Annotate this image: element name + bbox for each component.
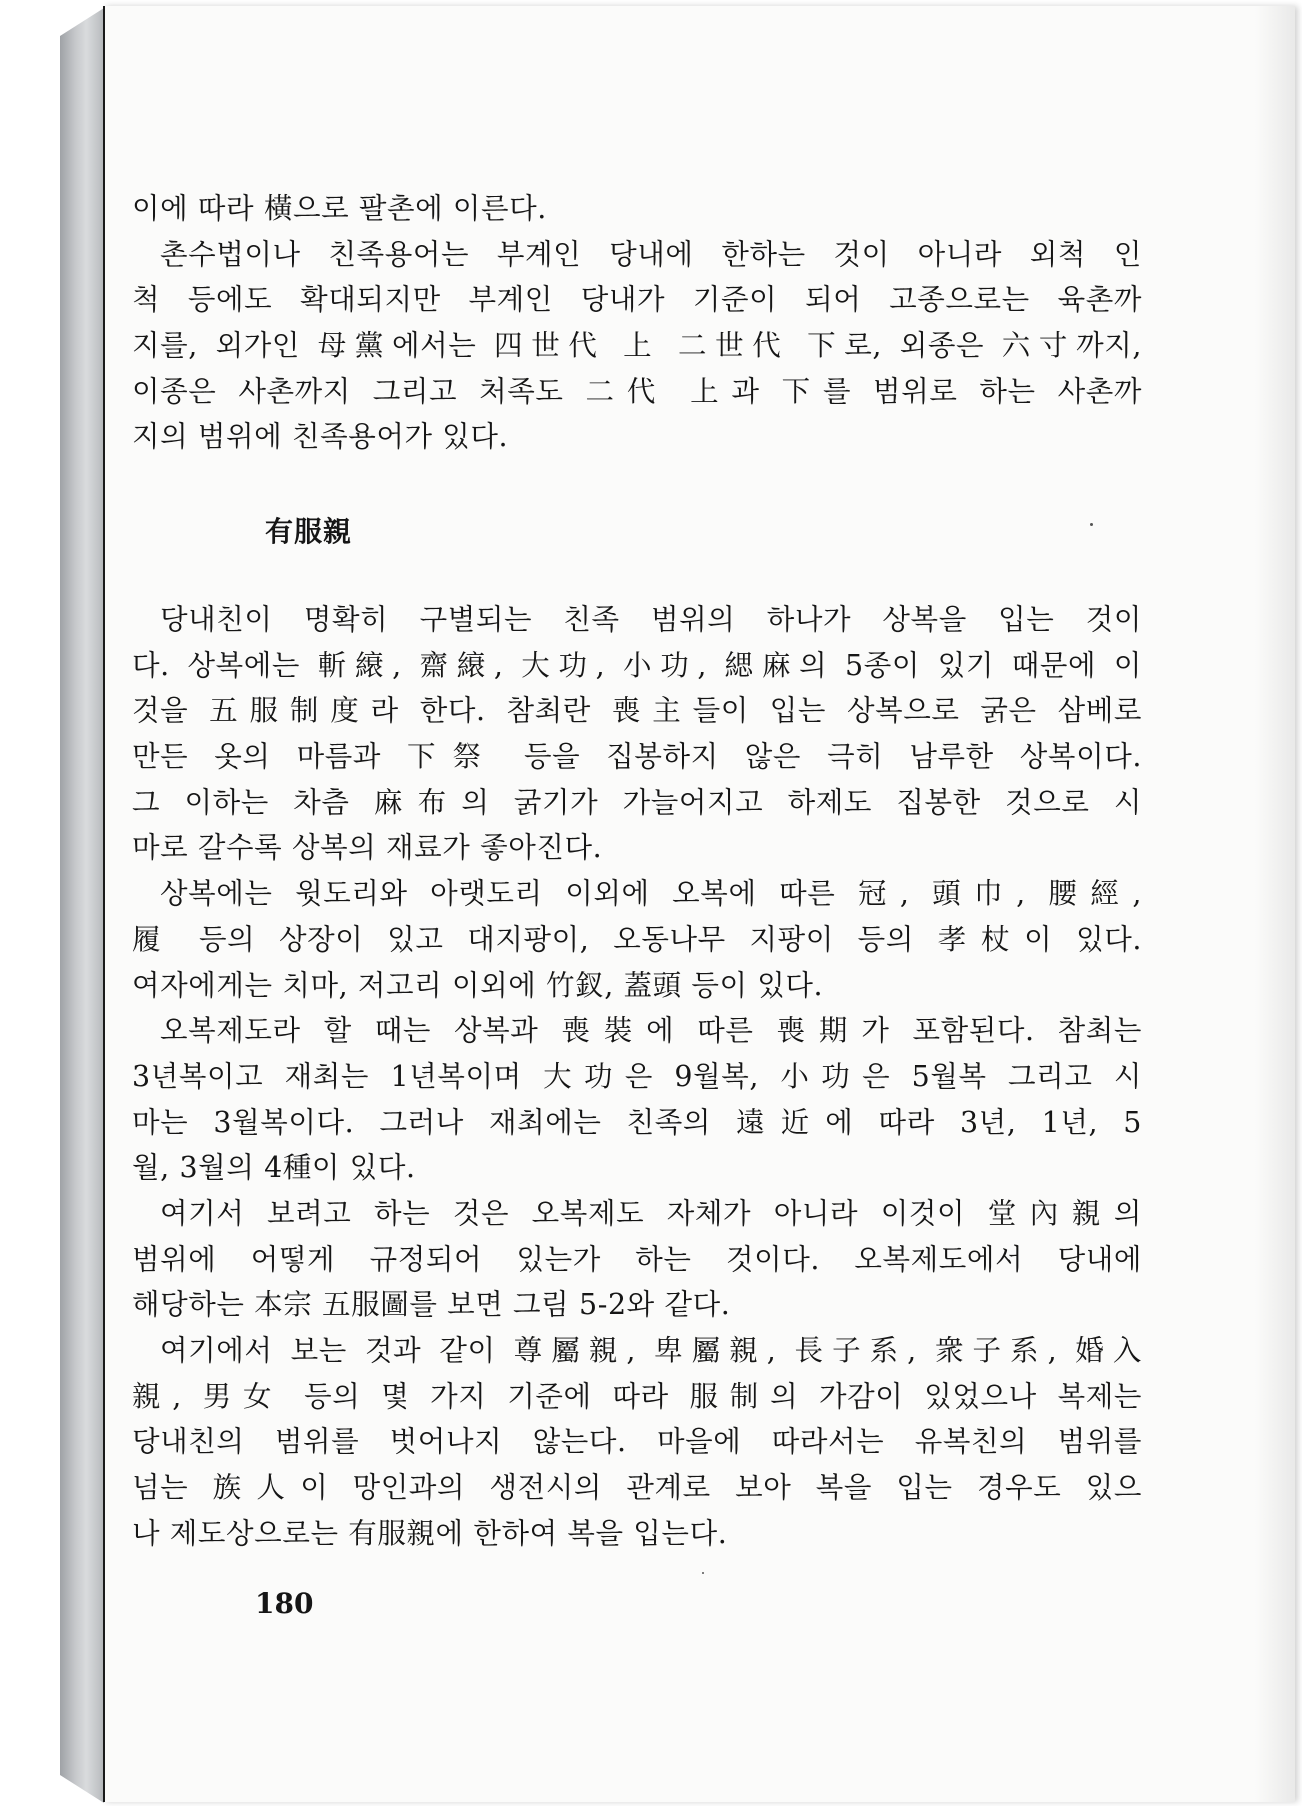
text-line: 척 등에도 확대되지만 부계인 당내가 기준이 되어 고종으로는 육촌까 — [132, 283, 1142, 317]
text-line: 여자에게는 치마, 저고리 이외에 竹釵, 蓋頭 등이 있다. — [132, 968, 824, 1002]
text-section-two — [132, 597, 1142, 1556]
print-speck — [1090, 523, 1093, 526]
text-line: 다. 상복에는 斬縗, 齋縗, 大功, 小功, 緦麻의 5종이 있기 때문에 이 — [132, 648, 1142, 682]
text-line: 履 등의 상장이 있고 대지팡이, 오동나무 지팡이 등의 孝杖이 있다. — [132, 922, 1142, 956]
text-line: 해당하는 本宗 五服圖를 보면 그림 5-2와 같다. — [132, 1288, 731, 1322]
text-line: 당내친의 범위를 벗어나지 않는다. 마을에 따라서는 유복친의 범위를 — [132, 1425, 1142, 1459]
text-line: 월, 3월의 4種이 있다. — [132, 1151, 416, 1185]
page-edge-shade — [1255, 6, 1295, 1802]
print-speck — [702, 1572, 704, 1574]
text-line: 지를, 외가인 母黨에서는 四世代 上 二世代 下로, 외종은 六寸까지, — [132, 329, 1142, 363]
text-line: 이종은 사촌까지 그리고 처족도 二代 上과 下를 범위로 하는 사촌까 — [132, 374, 1142, 408]
text-line: 넘는 族人이 망인과의 생전시의 관계로 보아 복을 입는 경우도 있으 — [132, 1471, 1142, 1505]
text-line: 당내친이 명확히 구별되는 친족 범위의 하나가 상복을 입는 것이 — [160, 603, 1142, 636]
text-line: 마로 갈수록 상복의 재료가 좋아진다. — [132, 831, 603, 865]
page-number: 180 — [255, 1587, 314, 1620]
section-heading: 有服親 — [265, 515, 353, 548]
text-section-one — [132, 186, 1142, 460]
text-line: 마는 3월복이다. 그러나 재최에는 친족의 遠近에 따라 3년, 1년, 5 — [132, 1105, 1142, 1139]
text-line: 여기에서 보는 것과 같이 尊屬親, 卑屬親, 長子系, 衆子系, 婚入 — [160, 1334, 1142, 1367]
text-line: 이에 따라 橫으로 팔촌에 이른다. — [132, 192, 547, 225]
text-line: 그 이하는 차츰 麻布의 굵기가 가늘어지고 하제도 집봉한 것으로 시 — [132, 785, 1142, 819]
book-spine — [60, 8, 104, 1803]
text-line: 오복제도라 할 때는 상복과 喪裝에 따른 喪期가 포함된다. 참최는 — [160, 1014, 1142, 1048]
text-line: 3년복이고 재최는 1년복이며 大功은 9월복, 小功은 5월복 그리고 시 — [132, 1059, 1142, 1093]
text-line: 여기서 보려고 하는 것은 오복제도 자체가 아니라 이것이 堂內親의 — [160, 1196, 1142, 1230]
text-line: 나 제도상으로는 有服親에 한하여 복을 입는다. — [132, 1516, 728, 1550]
text-line: 범위에 어떻게 규정되어 있는가 하는 것이다. 오복제도에서 당내에 — [132, 1242, 1142, 1276]
text-line: 촌수법이나 친족용어는 부계인 당내에 한하는 것이 아니라 외척 인 — [160, 237, 1142, 271]
text-line: 지의 범위에 친족용어가 있다. — [132, 420, 509, 454]
text-line: 상복에는 윗도리와 아랫도리 이외에 오복에 따른 冠, 頭巾, 腰經, — [160, 877, 1142, 911]
text-line: 만든 옷의 마름과 下祭 등을 집봉하지 않은 극히 남루한 상복이다. — [132, 740, 1142, 774]
text-line: 것을 五服制度라 한다. 참최란 喪主들이 입는 상복으로 굵은 삼베로 — [132, 694, 1142, 728]
text-line: 親, 男女 등의 몇 가지 기준에 따라 服制의 가감이 있었으나 복제는 — [132, 1379, 1142, 1413]
